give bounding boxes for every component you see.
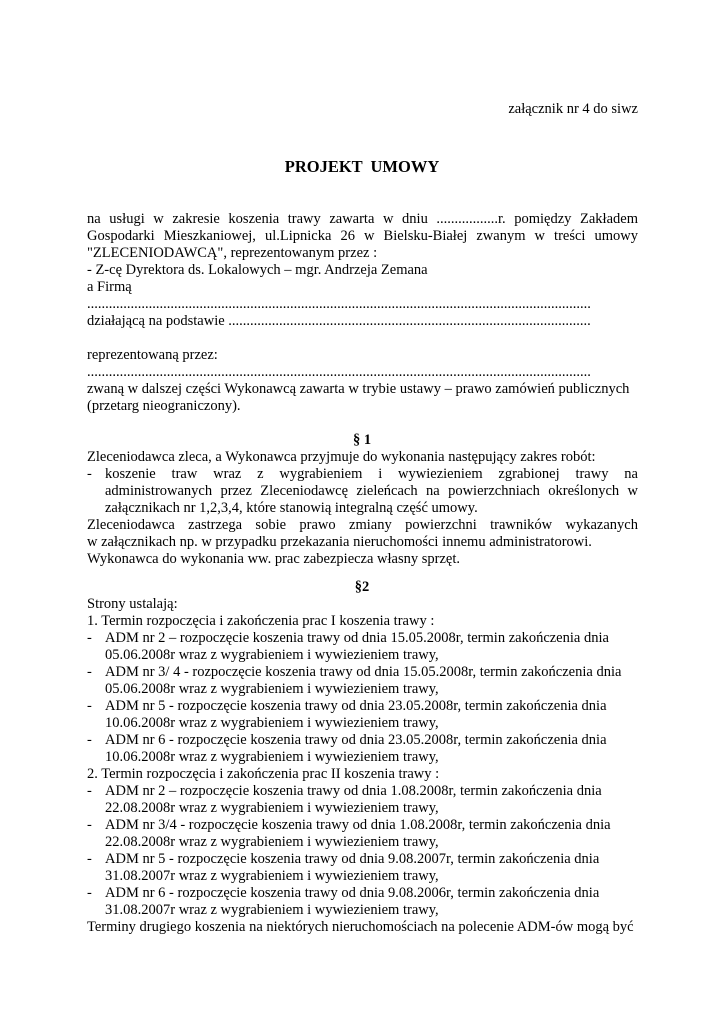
term-item-line: ADM nr 5 - rozpoczęcie koszenia trawy od dnia 23.05.2008r, termin zakończenia dnia (105, 698, 607, 714)
term-item-line: ADM nr 2 – rozpoczęcie koszenia trawy od dnia 15.05.2008r, termin zakończenia dnia (105, 630, 609, 646)
intro-line: a Firmą (87, 279, 132, 295)
section-2-intro: Strony ustalają: (87, 596, 178, 612)
annex-note: załącznik nr 4 do siwz (508, 101, 638, 117)
section-2-closing-line: Terminy drugiego koszenia na niektórych nieruchomościach na polecenie ADM-ów mogą być (87, 919, 634, 935)
intro-line: "ZLECENIODAWCĄ", reprezentowanym przez : (87, 245, 378, 261)
section-1-line: w załącznikach np. w przypadku przekazania nieruchomości innemu administratorowi. (87, 534, 592, 550)
bullet-dash: - (87, 783, 92, 799)
term-item-line: 22.08.2008r wraz z wygrabieniem i wywiezieniem trawy, (105, 800, 439, 816)
legal-basis-line: działającą na podstawie .................................................................................................... (87, 313, 591, 329)
term-item-line: ADM nr 5 - rozpoczęcie koszenia trawy od dnia 9.08.2007r, termin zakończenia dnia (105, 851, 600, 867)
term-item-line: ADM nr 3/ 4 - rozpoczęcie koszenia trawy od dnia 15.05.2008r, termin zakończenia dnia (105, 664, 622, 680)
bullet-dash: - (87, 630, 92, 646)
bullet-dash: - (87, 698, 92, 714)
representative-blank: ........................................................................................................................................... (87, 364, 591, 380)
bullet-dash: - (87, 732, 92, 748)
section-2-heading: §2 (354, 579, 370, 595)
term-item-line: 05.06.2008r wraz z wygrabieniem i wywiezieniem trawy, (105, 681, 439, 697)
term-1-title: 1. Termin rozpoczęcia i zakończenia prac I koszenia trawy : (87, 613, 435, 629)
term-2-title: 2. Termin rozpoczęcia i zakończenia prac II koszenia trawy : (87, 766, 440, 782)
section-1-bullet-line: załącznikach nr 1,2,3,4, które stanowią integralną część umowy. (105, 500, 478, 516)
intro-line: - Z-cę Dyrektora ds. Lokalowych – mgr. Andrzeja Zemana (87, 262, 428, 278)
term-item-line: 31.08.2007r wraz z wygrabieniem i wywiezieniem trawy, (105, 902, 439, 918)
bullet-dash: - (87, 851, 92, 867)
section-1-heading: § 1 (352, 432, 372, 448)
term-item-line: 10.06.2008r wraz z wygrabieniem i wywiezieniem trawy, (105, 749, 439, 765)
term-item-line: ADM nr 2 – rozpoczęcie koszenia trawy od dnia 1.08.2008r, termin zakończenia dnia (105, 783, 602, 799)
term-item-line: 22.08.2008r wraz z wygrabieniem i wywiezieniem trawy, (105, 834, 439, 850)
bullet-dash: - (87, 817, 92, 833)
term-item-line: ADM nr 3/4 - rozpoczęcie koszenia trawy od dnia 1.08.2008r, termin zakończenia dnia (105, 817, 611, 833)
term-item-line: ADM nr 6 - rozpoczęcie koszenia trawy od dnia 23.05.2008r, termin zakończenia dnia (105, 732, 607, 748)
section-1-line: Wykonawca do wykonania ww. prac zabezpiecza własny sprzęt. (87, 551, 461, 567)
term-item-line: 31.08.2007r wraz z wygrabieniem i wywiezieniem trawy, (105, 868, 439, 884)
section-1-line: Zleceniodawca zleca, a Wykonawca przyjmuje do wykonania następujący zakres robót: (87, 449, 596, 465)
intro-line: na usługi w zakresie koszenia trawy zawarta w dniu .................r. pomiędzy Zakładem (87, 211, 638, 227)
term-item-line: ADM nr 6 - rozpoczęcie koszenia trawy od dnia 9.08.2006r, termin zakończenia dnia (105, 885, 600, 901)
section-1-bullet-line: koszenie traw wraz z wygrabieniem i wywiezieniem zgrabionej trawy na (105, 466, 638, 482)
intro-line: Gospodarki Mieszkaniowej, ul.Lipnicka 26 w Bielsku-Białej zwanym w treści umowy (87, 228, 638, 244)
contractor-name-blank: ........................................................................................................................................... (87, 296, 591, 312)
bullet-dash: - (87, 466, 92, 482)
term-item-line: 10.06.2008r wraz z wygrabieniem i wywiezieniem trawy, (105, 715, 439, 731)
intro-line: zwaną w dalszej części Wykonawcą zawarta w trybie ustawy – prawo zamówień publicznych (87, 381, 630, 397)
section-1-line: Zleceniodawca zastrzega sobie prawo zmiany powierzchni trawników wykazanych (87, 517, 638, 533)
section-1-bullet-line: administrowanych przez Zleceniodawcę zieleńcach na powierzchniach określonych w (105, 483, 638, 499)
bullet-dash: - (87, 885, 92, 901)
term-item-line: 05.06.2008r wraz z wygrabieniem i wywiezieniem trawy, (105, 647, 439, 663)
document-title: PROJEKT UMOWY (284, 157, 440, 176)
intro-line: (przetarg nieograniczony). (87, 398, 241, 414)
represented-by-label: reprezentowaną przez: (87, 347, 218, 363)
bullet-dash: - (87, 664, 92, 680)
